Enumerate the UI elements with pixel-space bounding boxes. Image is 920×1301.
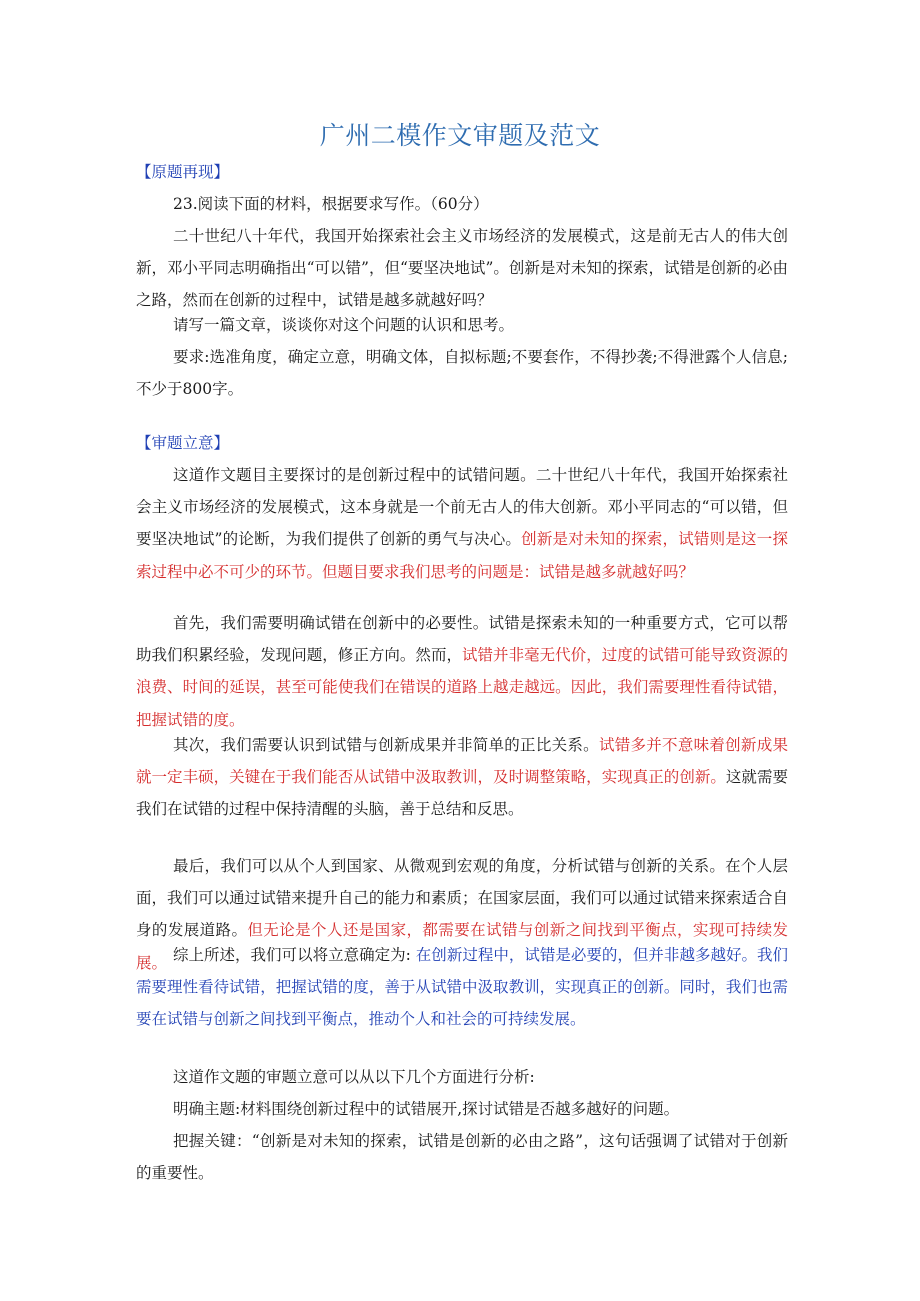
highlight-red-span: 试错并非毫无代价，过度的试错可能导致资源的浪费、时间的延误，甚至可能使我们在错误的道路上越走越远。因此，我们需要理性看待试错，把握试错的度。 — [136, 646, 788, 729]
text-span: 首先，我们需要明确试错在创新中的必要性。试错是探索未知的一种重要方式，它可以帮助我们积累经验，发现问题，修正方向。然而， — [136, 614, 788, 665]
question-task — [136, 309, 788, 341]
section-label-analysis: 【审题立意】 — [136, 434, 230, 452]
text-span: 综上所述，我们可以将立意确定为: — [173, 946, 416, 964]
text-span: 其次，我们需要认识到试错与创新成果并非简单的正比关系。 — [173, 736, 599, 754]
question-material — [136, 220, 788, 317]
analysis-key-point — [136, 1125, 788, 1189]
highlight-red-span: 但无论是个人还是国家，都需要在试错与创新之间找到平衡点，实现可持续发展。 — [136, 921, 788, 972]
highlight-red-span: 试错多并不意味着创新成果就一定丰硕，关键在于我们能否从试错中汲取教训，及时调整策略，实现真正的创新。 — [136, 736, 788, 787]
analysis-theme — [136, 1093, 788, 1125]
text-span: 请写一篇文章，谈谈你对这个问题的认识和思考。 — [173, 316, 515, 334]
highlight-red-span: 创新是对未知的探索，试错则是这一探索过程中必不可少的环节。但题目要求我们思考的问题是：试错是越多就越好吗？ — [136, 530, 788, 581]
text-span: 二十世纪八十年代，我国开始探索社会主义市场经济的发展模式，这是前无古人的伟大创新，邓小平同志明确指出“可以错”，但“要坚决地试”。创新是对未知的探索，试错是创新的必由之路，然而在创新的过程中，试错是越多就越好吗？ — [136, 227, 788, 310]
analysis-paragraph-intro — [136, 459, 788, 588]
text-span: 明确主题:材料围绕创新过程中的试错展开,探讨试错是否越多越好的问题。 — [173, 1100, 680, 1118]
analysis-paragraph-conclusion — [136, 939, 788, 1036]
section-label-original-question: 【原题再现】 — [136, 163, 230, 181]
text-span: 把握关键：“创新是对未知的探索，试错是创新的必由之路”，这句话强调了试错对于创新的重要性。 — [136, 1132, 788, 1183]
text-span: 这就需要我们在试错的过程中保持清醒的头脑，善于总结和反思。 — [136, 768, 788, 819]
question-requirements — [136, 341, 788, 405]
text-span: 23.阅读下面的材料，根据要求写作。（60分） — [173, 195, 489, 213]
text-span: 要求:选准角度，确定立意，明确文体，自拟标题;不要套作，不得抄袭;不得泄露个人信息;不少于800字。 — [136, 348, 788, 399]
analysis-aspects-intro — [136, 1061, 788, 1093]
text-span: 这道作文题的审题立意可以从以下几个方面进行分析: — [173, 1068, 535, 1086]
text-span: 最后，我们可以从个人到国家、从微观到宏观的角度，分析试错与创新的关系。在个人层面，我们可以通过试错来提升自己的能力和素质；在国家层面，我们可以通过试错来探索适合自身的发展道路。 — [136, 857, 788, 940]
text-span: 这道作文题目主要探讨的是创新过程中的试错问题。二十世纪八十年代，我国开始探索社会主义市场经济的发展模式，这本身就是一个前无古人的伟大创新。邓小平同志的“可以错，但要坚决地试”的论断，为我们提供了创新的勇气与决心。 — [136, 466, 788, 549]
analysis-paragraph-first — [136, 607, 788, 736]
document-title: 广州二模作文审题及范文 — [319, 121, 601, 150]
highlight-blue-span: 在创新过程中，试错是必要的，但并非越多越好。我们需要理性看待试错，把握试错的度，善于从试错中汲取教训，实现真正的创新。同时，我们也需要在试错与创新之间找到平衡点，推动个人和社会的可持续发展。 — [136, 946, 788, 1029]
analysis-paragraph-second — [136, 729, 788, 826]
question-instruction — [136, 188, 788, 220]
